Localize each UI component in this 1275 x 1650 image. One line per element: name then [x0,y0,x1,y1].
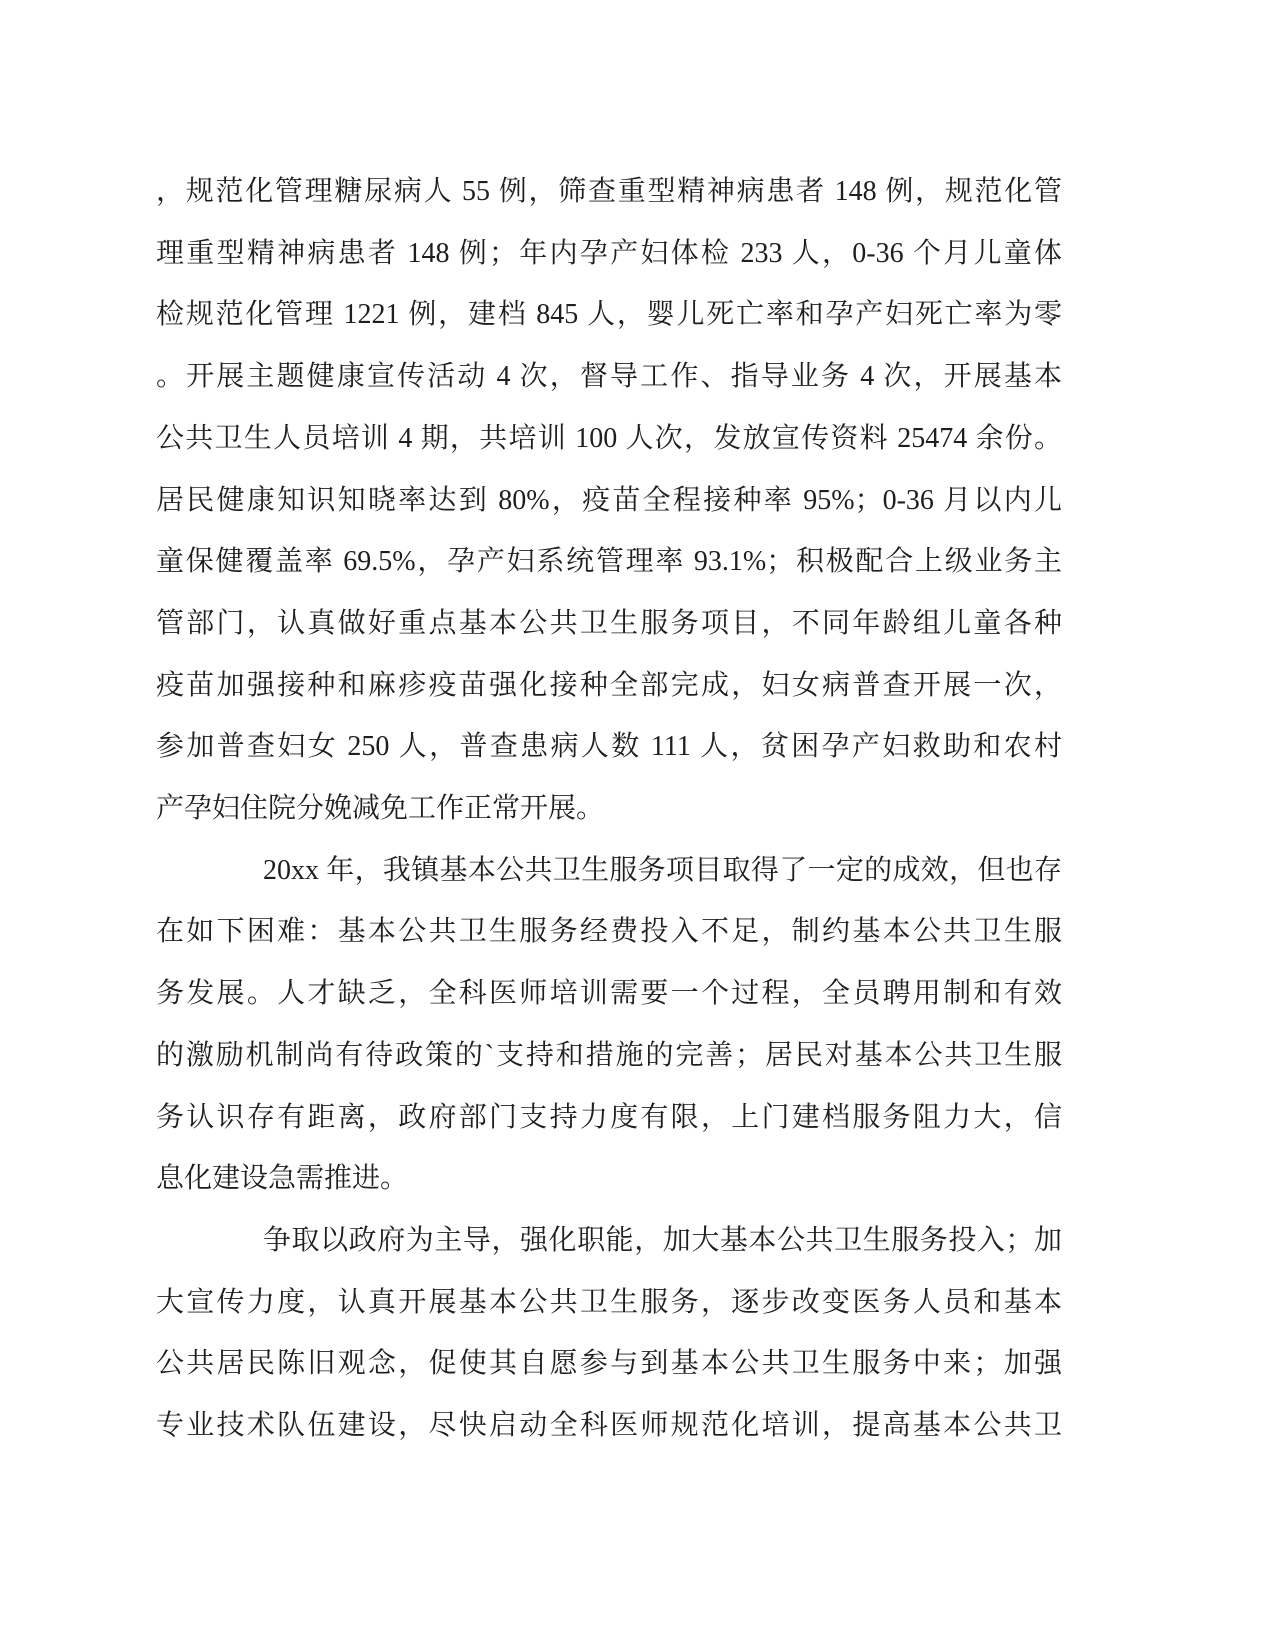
text-line: 20xx 年，我镇基本公共卫生服务项目取得了一定的成效，但也存 [263,854,1062,886]
document-body [156,161,1062,1457]
text-line: 的激励机制尚有待政策的`支持和措施的完善；居民对基本公共卫生服 [156,1039,1062,1071]
text-line: 检规范化管理 1221 例，建档 845 人，婴儿死亡率和孕产妇死亡率为零 [156,299,1062,331]
text-line: 务认识存有距离，政府部门支持力度有限，上门建档服务阻力大，信 [156,1101,1062,1133]
text-line: 。开展主题健康宣传活动 4 次，督导工作、指导业务 4 次，开展基本 [156,361,1062,393]
text-line: 童保健覆盖率 69.5%，孕产妇系统管理率 93.1%；积极配合上级业务主 [156,546,1062,578]
text-line: 产孕妇住院分娩减免工作正常开展。 [156,793,605,825]
text-line: 息化建设急需推进。 [156,1163,409,1195]
text-line: 管部门，认真做好重点基本公共卫生服务项目，不同年龄组儿童各种 [156,607,1062,639]
text-line: 公共居民陈旧观念，促使其自愿参与到基本公共卫生服务中来；加强 [156,1348,1062,1380]
text-line: 务发展。人才缺乏，全科医师培训需要一个过程，全员聘用制和有效 [156,978,1062,1010]
text-line: 大宣传力度，认真开展基本公共卫生服务，逐步改变医务人员和基本 [156,1286,1062,1318]
text-line: 参加普查妇女 250 人，普查患病人数 111 人，贫困孕产妇救助和农村 [156,731,1062,763]
text-line: 争取以政府为主导，强化职能，加大基本公共卫生服务投入；加 [263,1224,1062,1256]
text-line: 在如下困难：基本公共卫生服务经费投入不足，制约基本公共卫生服 [156,916,1062,948]
text-line: 专业技术队伍建设，尽快启动全科医师规范化培训，提高基本公共卫 [156,1410,1062,1442]
text-line: ，规范化管理糖尿病人 55 例，筛查重型精神病患者 148 例，规范化管 [156,176,1062,207]
text-line: 疫苗加强接种和麻疹疫苗强化接种全部完成，妇女病普查开展一次， [156,669,1062,701]
text-line: 理重型精神病患者 148 例；年内孕产妇体检 233 人，0-36 个月儿童体 [156,237,1062,269]
text-line: 居民健康知识知晓率达到 80%，疫苗全程接种率 95%；0-36 月以内儿 [156,484,1062,516]
text-line: 公共卫生人员培训 4 期，共培训 100 人次，发放宣传资料 25474 余份。 [156,422,1062,454]
